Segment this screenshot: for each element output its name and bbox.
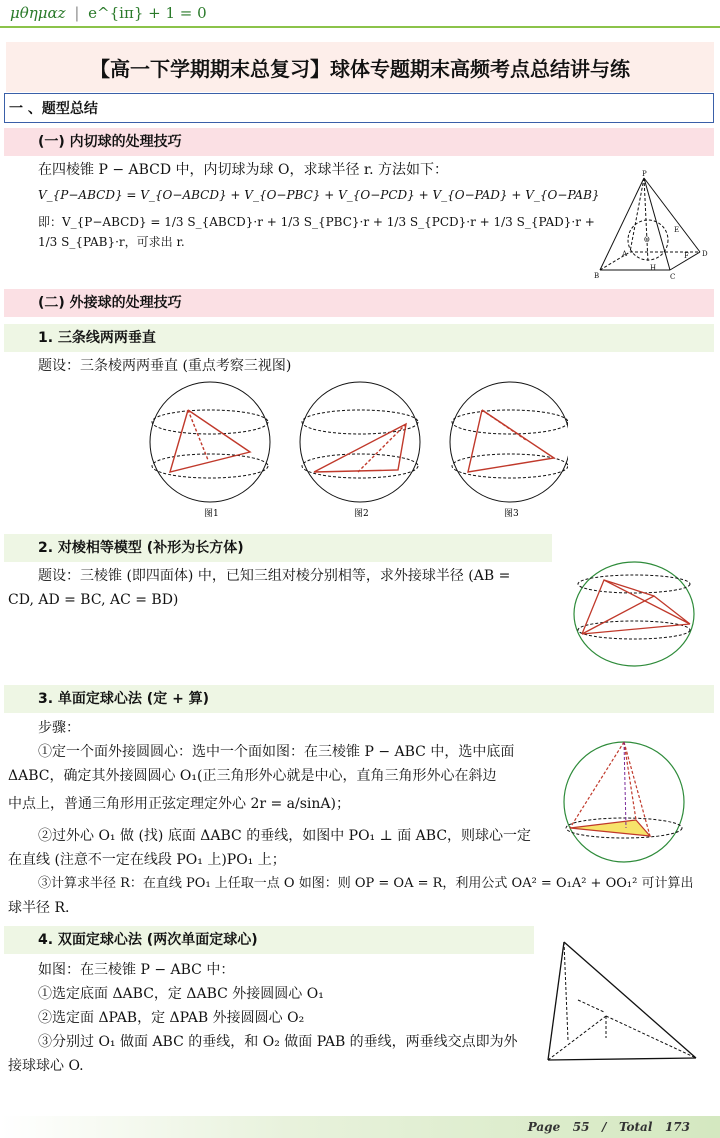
model4-line1: 如图：在三棱锥 P − ABC 中： [38,962,235,978]
part1-heading: (一) 内切球的处理技巧 [4,128,714,156]
svg-text:B: B [594,272,600,280]
page-title: 【高一下学期期末总复习】球体专题期末高频考点总结讲与练 [6,42,714,92]
model3-step3a: ③计算求半径 R：在直线 PO₁ 上任取一点 O 如图：则 OP = OA = R，利用公式 OA² = O₁A² + OO₁² 可计算出 [38,876,694,891]
header-rule [0,26,720,28]
model3-step1c: 中点上，普通三角形用正弦定理定外心 2r = a/sinA)； [8,796,350,812]
model1-text: 题设：三条棱两两垂直 (重点考察三视图) [38,358,292,374]
model1-heading: 1. 三条线两两垂直 [4,324,714,352]
model2-cuboid-sphere-figure [568,560,704,672]
svg-text:O: O [644,236,650,244]
model4-line4a: ③分别过 O₁ 做面 ABC 的垂线，和 O₂ 做面 PAB 的垂线，两垂线交点即为外 [38,1034,518,1050]
svg-text:D: D [702,250,708,258]
part1-formula: 即：V_{P−ABCD} = 1/3 S_{ABCD}·r + 1/3 S_{PBC}·r + 1/3 S_{PCD}·r + 1/3 S_{PAD}·r + 1/3 S_{PAB}·r，可求出 r. [38,215,595,249]
figure3-caption: 图3 [504,509,519,519]
model3-sphere-figure [560,736,690,866]
svg-text:E: E [674,226,680,234]
page-counter: Page 55 / Total 173 [527,1120,690,1134]
model4-line3: ②选定面 ΔPAB，定 ΔPAB 外接圆圆心 O₂ [38,1010,305,1026]
model3-heading: 3. 单面定球心法 (定 + 算) [4,685,714,713]
part1-volume-sum: V_{P−ABCD} = V_{O−ABCD} + V_{O−PBC} + V_{O−PCD} + V_{O−PAD} + V_{O−PAB} [38,188,600,202]
pyramid-inscribed-sphere-figure [592,170,712,282]
model3-step2b: 在直线 (注意不一定在线段 PO₁ 上)PO₁ 上； [8,852,286,868]
model2-text2: CD, AD = BC, AC = BD) [8,592,179,608]
svg-text:H: H [650,264,657,272]
section-heading: 一 、题型总结 [4,93,714,123]
svg-text:A: A [622,250,628,258]
model4-line2: ①选定底面 ΔABC，定 ΔABC 外接圆圆心 O₁ [38,986,324,1002]
model3-step1a: ①定一个面外接圆圆心：选中一个面如图：在三棱锥 P − ABC 中，选中底面 [38,744,515,760]
model4-line4b: 接球球心 O. [8,1058,84,1074]
svg-text:P: P [642,170,647,178]
figure1-caption: 图1 [204,509,219,519]
model3-step1b: ΔABC，确定其外接圆圆心 O₁(正三角形外心就是中心，直角三角形外心在斜边 [8,768,497,784]
header-left: μθημαz [10,4,66,22]
header-logo [10,4,207,22]
model4-heading: 4. 双面定球心法 (两次单面定球心) [4,926,534,954]
part2-heading: (二) 外接球的处理技巧 [4,289,714,317]
model3-step3b: 球半径 R. [8,900,70,916]
part1-line1: 在四棱锥 P − ABCD 中，内切球为球 O，求球半径 r. 方法如下： [38,162,448,178]
figure2-caption: 图2 [354,509,369,519]
model2-text1: 题设：三棱锥 (即四面体) 中，已知三组对棱分别相等，求外接球半径 (AB = [38,568,511,584]
model2-heading: 2. 对棱相等模型 (补形为长方体) [4,534,552,562]
svg-text:F: F [684,252,689,260]
header-formula: e^{iπ} + 1 = 0 [88,4,207,22]
header-sep: | [74,4,80,22]
svg-text:C: C [670,273,676,281]
model3-steps-label: 步骤： [38,720,80,736]
model1-figures [148,380,568,520]
model4-pyramid-figure [538,934,710,1070]
model3-step2a: ②过外心 O₁ 做 (找) 底面 ΔABC 的垂线，如图中 PO₁ ⊥ 面 ABC，则球心一定 [38,828,532,844]
